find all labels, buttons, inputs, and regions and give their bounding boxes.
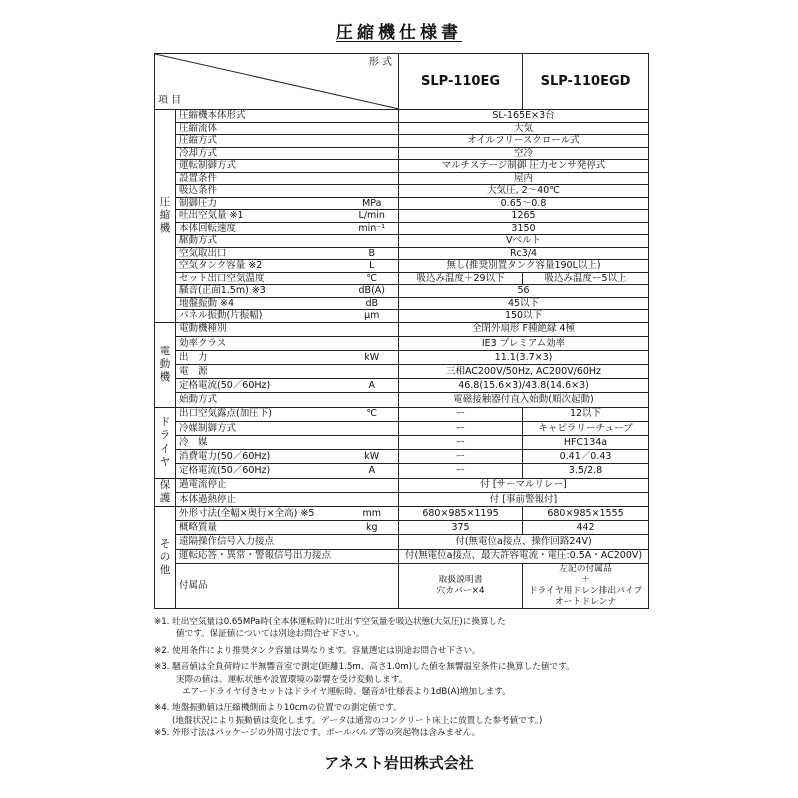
table-row xyxy=(155,421,649,435)
item-label: 過電流停止 xyxy=(176,478,346,492)
unit-label xyxy=(346,160,399,173)
note-2: ※2. 使用条件により推奨タンク容量は異なります。容量選定は別途お問合せ下さい。 xyxy=(154,645,481,656)
unit-label xyxy=(346,393,399,407)
group-label-text: ドライヤ xyxy=(159,416,171,468)
unit-label: L xyxy=(346,260,399,273)
value-common: SL-165E×3台 xyxy=(399,110,649,123)
value-egd: 680×985×1555 xyxy=(523,506,649,520)
table-row xyxy=(155,297,649,310)
item-label: 概略質量 xyxy=(176,521,346,535)
value-eg: 680×985×1195 xyxy=(399,506,523,520)
item-label: 吸込条件 xyxy=(176,185,346,198)
header-koumoku: 項 目 xyxy=(158,95,182,106)
accessories-eg xyxy=(399,563,523,608)
unit-label xyxy=(346,172,399,185)
item-label: 定格電流(50／60Hz) xyxy=(176,379,346,393)
table-row xyxy=(155,492,649,506)
table-row xyxy=(155,535,649,549)
item-label: 設置条件 xyxy=(176,172,346,185)
value-common: オイルフリースクロール式 xyxy=(399,135,649,148)
value-egd: 12以下 xyxy=(523,407,649,421)
value-common: 電磁接触器付直入始動(順次起動) xyxy=(399,393,649,407)
accessory-line: 左記の付属品 xyxy=(559,563,612,574)
table-row xyxy=(155,185,649,198)
header-keishiki: 形 式 xyxy=(368,57,393,68)
table-row-accessories xyxy=(155,563,649,608)
value-egd: HFC134a xyxy=(523,436,649,450)
unit-label xyxy=(346,110,399,123)
accessory-line: 取扱説明書 xyxy=(438,574,483,585)
unit-label xyxy=(346,478,399,492)
value-eg: ー xyxy=(399,421,523,435)
table-row xyxy=(155,197,649,210)
table-row xyxy=(155,336,649,350)
value-common: 三相AC200V/50Hz, AC200V/60Hz xyxy=(399,365,649,379)
unit-label xyxy=(346,185,399,198)
item-label: 定格電流(50／60Hz) xyxy=(176,464,346,478)
group-label-protection xyxy=(155,478,176,506)
value-common: 11.1(3.7×3) xyxy=(399,350,649,364)
unit-label xyxy=(346,365,399,379)
value-egd: 3.5/2.8 xyxy=(523,464,649,478)
table-row xyxy=(155,160,649,173)
value-eg: ー xyxy=(399,407,523,421)
company-name: アネスト岩田株式会社 xyxy=(324,754,474,772)
unit-label xyxy=(346,147,399,160)
table-row xyxy=(155,450,649,464)
unit-label: min⁻¹ xyxy=(346,222,399,235)
note-3: ※3. 騒音値は全負荷時に半無響音室で測定(距離1.5m、高さ1.0m)した値を無響温室条件に換算した値です。 xyxy=(154,662,575,673)
item-label: 出 力 xyxy=(176,350,346,364)
unit-label xyxy=(346,436,399,450)
model-egd: SLP-110EGD xyxy=(523,54,649,110)
item-label: 遠隔操作信号入力接点 xyxy=(176,535,346,549)
value-common: 空冷 xyxy=(399,147,649,160)
value-common: 無し(推奨別置タンク容量190L以上) xyxy=(399,260,649,273)
value-eg: 375 xyxy=(399,521,523,535)
unit-label: B xyxy=(346,247,399,260)
table-row xyxy=(155,393,649,407)
value-common: IE3 プレミアム効率 xyxy=(399,336,649,350)
table-row xyxy=(155,235,649,248)
unit-label: L/min xyxy=(346,210,399,223)
value-egd: キャピラリーチューブ xyxy=(523,421,649,435)
group-label-motor xyxy=(155,322,176,407)
value-common: 3150 xyxy=(399,222,649,235)
unit-label: μm xyxy=(346,310,399,323)
item-label: 騒音(正面1.5m) ※3 xyxy=(176,285,346,298)
table-row xyxy=(155,407,649,421)
table-row xyxy=(155,379,649,393)
table-row xyxy=(155,322,649,336)
item-label: 地盤振動 ※4 xyxy=(176,297,346,310)
unit-label: ℃ xyxy=(346,272,399,285)
value-egd: 0.41／0.43 xyxy=(523,450,649,464)
table-row xyxy=(155,110,649,123)
value-common: 150以下 xyxy=(399,310,649,323)
table-row xyxy=(155,272,649,285)
item-label: 電 源 xyxy=(176,365,346,379)
table-row xyxy=(155,350,649,364)
note-4-cont: (地盤状況により振動値は変化します。データは通常のコンクリート床上に放置した参考値です。) xyxy=(172,715,543,726)
unit-label xyxy=(346,235,399,248)
group-label-compressor xyxy=(155,110,176,323)
value-common: 1265 xyxy=(399,210,649,223)
item-label: 本体回転速度 xyxy=(176,222,346,235)
item-label: 冷媒制御方式 xyxy=(176,421,346,435)
header-diagonal-cell xyxy=(155,54,399,110)
page-title: 圧縮機仕様書 xyxy=(336,23,462,43)
item-label: 冷 媒 xyxy=(176,436,346,450)
accessory-line: 穴カバー×4 xyxy=(436,585,485,596)
unit-label: mm xyxy=(346,506,399,520)
item-label: 冷却方式 xyxy=(176,147,346,160)
note-3-cont: 実際の値は、運転状態や設置環境の影響を受け変動します。 xyxy=(176,674,408,685)
value-common: 56 xyxy=(399,285,649,298)
value-common: Rc3/4 xyxy=(399,247,649,260)
group-label-text: 圧縮機 xyxy=(159,196,171,235)
value-common: 46.8(15.6×3)/43.8(14.6×3) xyxy=(399,379,649,393)
note-4: ※4. 地盤振動値は圧縮機側面より10cmの位置での測定値です。 xyxy=(154,703,402,714)
item-label: 空気取出口 xyxy=(176,247,346,260)
group-label-text: その他 xyxy=(159,537,171,576)
diagonal-line xyxy=(155,54,399,109)
table-row xyxy=(155,436,649,450)
value-common: Vベルト xyxy=(399,235,649,248)
value-common: 付(無電位a接点、最大許容電流・電圧:0.5A・AC200V) xyxy=(399,549,649,563)
item-label: 駆動方式 xyxy=(176,235,346,248)
accessory-line: ドライヤ用ドレン排出パイプ xyxy=(528,585,643,596)
unit-label xyxy=(346,135,399,148)
item-label: 始動方式 xyxy=(176,393,346,407)
item-label: 圧縮機本体形式 xyxy=(176,110,346,123)
footnotes xyxy=(154,616,654,740)
value-eg: ー xyxy=(399,436,523,450)
group-label-other xyxy=(155,506,176,608)
item-label: 消費電力(50／60Hz) xyxy=(176,450,346,464)
value-eg: 吸込み温度＋29以下 xyxy=(399,272,523,285)
accessory-line: ＋ xyxy=(581,574,590,585)
item-label: 吐出空気量 ※1 xyxy=(176,210,346,223)
table-row xyxy=(155,135,649,148)
table-row xyxy=(155,464,649,478)
unit-label xyxy=(346,492,399,506)
table-row xyxy=(155,147,649,160)
item-label: 運転制御方式 xyxy=(176,160,346,173)
item-label: 効率クラス xyxy=(176,336,346,350)
unit-label xyxy=(346,421,399,435)
spec-table xyxy=(154,53,649,609)
table-row xyxy=(155,122,649,135)
unit-label: kW xyxy=(346,350,399,364)
item-label: 制御圧力 xyxy=(176,197,346,210)
value-eg: ー xyxy=(399,450,523,464)
unit-label xyxy=(346,122,399,135)
table-row xyxy=(155,310,649,323)
value-common: 付 [サーマルリレー] xyxy=(399,478,649,492)
model-eg: SLP-110EG xyxy=(399,54,523,110)
table-row xyxy=(155,247,649,260)
unit-label xyxy=(346,549,399,563)
group-label-dryer xyxy=(155,407,176,478)
value-common: マルチステージ制御 圧力センサ発停式 xyxy=(399,160,649,173)
value-egd: 吸込み温度ー5以上 xyxy=(523,272,649,285)
item-label: 電動機種別 xyxy=(176,322,346,336)
unit-label: dB(A) xyxy=(346,285,399,298)
item-label: 空気タンク容量 ※2 xyxy=(176,260,346,273)
item-label: 運転応答・異常・警報信号出力接点 xyxy=(176,549,346,563)
accessory-line: オートドレンナ xyxy=(554,596,617,607)
item-label: 出口空気露点(加圧下) xyxy=(176,407,346,421)
unit-label: A xyxy=(346,379,399,393)
accessories-egd xyxy=(523,563,649,608)
unit-label: dB xyxy=(346,297,399,310)
unit-label xyxy=(346,322,399,336)
value-common: 45以下 xyxy=(399,297,649,310)
unit-label: MPa xyxy=(346,197,399,210)
table-row xyxy=(155,365,649,379)
note-5: ※5. 外形寸法はパッケージの外周寸法です。ボールバルブ等の突起物は含みません。 xyxy=(154,728,481,739)
value-common: 全閉外扇形 F種絶縁 4極 xyxy=(399,322,649,336)
group-label-text: 保護 xyxy=(159,479,171,505)
item-label: 外形寸法(全幅×奥行×全高) ※5 xyxy=(176,506,346,520)
item-label: パネル振動(片振幅) xyxy=(176,310,346,323)
unit-label xyxy=(346,336,399,350)
item-label: 本体過熱停止 xyxy=(176,492,346,506)
group-label-text: 電動機 xyxy=(159,344,171,384)
value-common: 大気圧, 2～40℃ xyxy=(399,185,649,198)
table-row xyxy=(155,210,649,223)
value-common: 0.65～0.8 xyxy=(399,197,649,210)
table-row xyxy=(155,172,649,185)
item-label: セット出口空気温度 xyxy=(176,272,346,285)
value-common: 大気 xyxy=(399,122,649,135)
note-3-cont2: エアードライヤ付きセットはドライヤ運転時、騒音が仕様表より1dB(A)増加します。 xyxy=(182,687,511,698)
table-row xyxy=(155,222,649,235)
unit-label xyxy=(346,535,399,549)
value-eg: ー xyxy=(399,464,523,478)
item-label: 圧縮流体 xyxy=(176,122,346,135)
value-common: 付 [事前警報付] xyxy=(399,492,649,506)
table-row xyxy=(155,521,649,535)
item-label: 圧縮方式 xyxy=(176,135,346,148)
table-row xyxy=(155,478,649,492)
table-row xyxy=(155,506,649,520)
header-row xyxy=(155,54,649,110)
unit-label: ℃ xyxy=(346,407,399,421)
note-1: ※1. 吐出空気量は0.65MPa時(全本体運転時)に吐出す空気量を吸込状態(大気圧)に換算した xyxy=(154,617,506,627)
table-row xyxy=(155,285,649,298)
table-row xyxy=(155,549,649,563)
note-1-cont: 値です。保証値については別途お問合せ下さい。 xyxy=(176,629,365,640)
unit-label: kW xyxy=(346,450,399,464)
unit-label: A xyxy=(346,464,399,478)
value-egd: 442 xyxy=(523,521,649,535)
value-common: 付(無電位a接点、操作回路24V) xyxy=(399,535,649,549)
unit-label: kg xyxy=(346,521,399,535)
item-label: 付属品 xyxy=(176,563,399,608)
table-row xyxy=(155,260,649,273)
value-common: 屋内 xyxy=(399,172,649,185)
